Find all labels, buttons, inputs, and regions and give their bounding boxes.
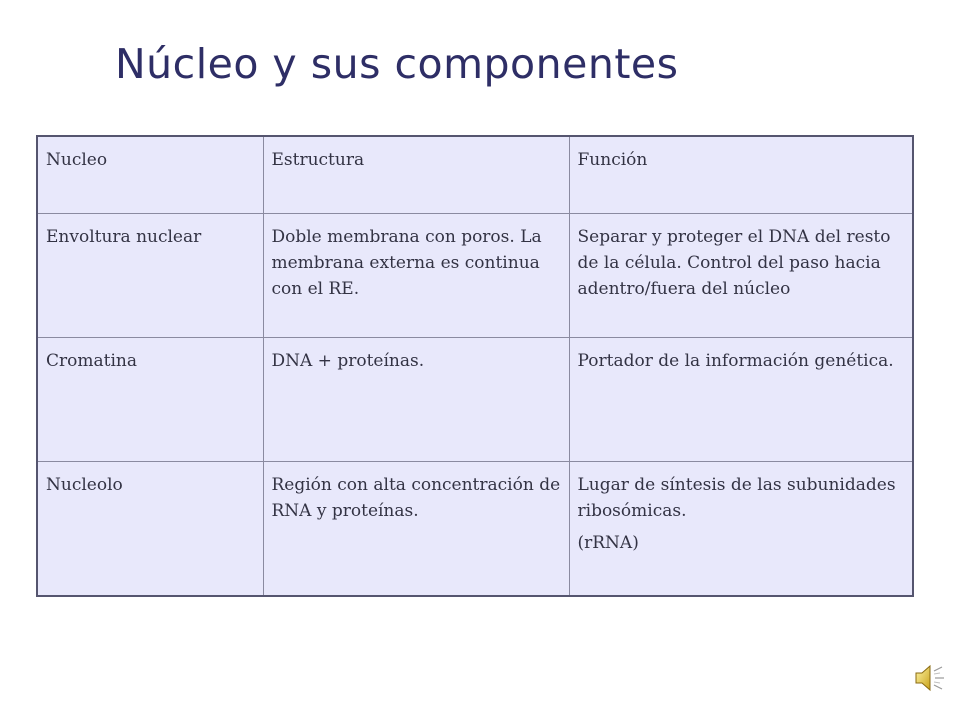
header-funcion: Función: [569, 136, 913, 214]
row-label-cromatina: Cromatina: [37, 338, 263, 462]
table-header-row: [37, 136, 913, 214]
structure-envoltura: Doble membrana con poros. La membrana externa es continua con el RE.: [263, 214, 569, 338]
speaker-icon[interactable]: [910, 658, 950, 698]
table-container: [36, 135, 914, 597]
row-label-envoltura: Envoltura nuclear: [37, 214, 263, 338]
function-nucleolo-cell: [569, 462, 913, 597]
function-envoltura: Separar y proteger el DNA del resto de la célula. Control del paso hacia adentro/fuera del núcleo: [569, 214, 913, 338]
function-cromatina: Portador de la información genética.: [569, 338, 913, 462]
function-nucleolo: Lugar de síntesis de las subunidades ribosómicas.: [577, 475, 896, 521]
header-nucleo: Nucleo: [37, 136, 263, 214]
header-estructura: Estructura: [263, 136, 569, 214]
speaker-icon-graphic: [910, 658, 950, 698]
slide-title: Núcleo y sus componentes: [115, 40, 679, 88]
nucleus-components-table: [36, 135, 914, 597]
table-row: [37, 338, 913, 462]
structure-nucleolo: Región con alta concentración de RNA y proteínas.: [263, 462, 569, 597]
structure-cromatina: DNA + proteínas.: [263, 338, 569, 462]
table-row: [37, 462, 913, 597]
function-nucleolo-extra: (rRNA): [577, 533, 639, 553]
table-row: [37, 214, 913, 338]
row-label-nucleolo: Nucleolo: [37, 462, 263, 597]
